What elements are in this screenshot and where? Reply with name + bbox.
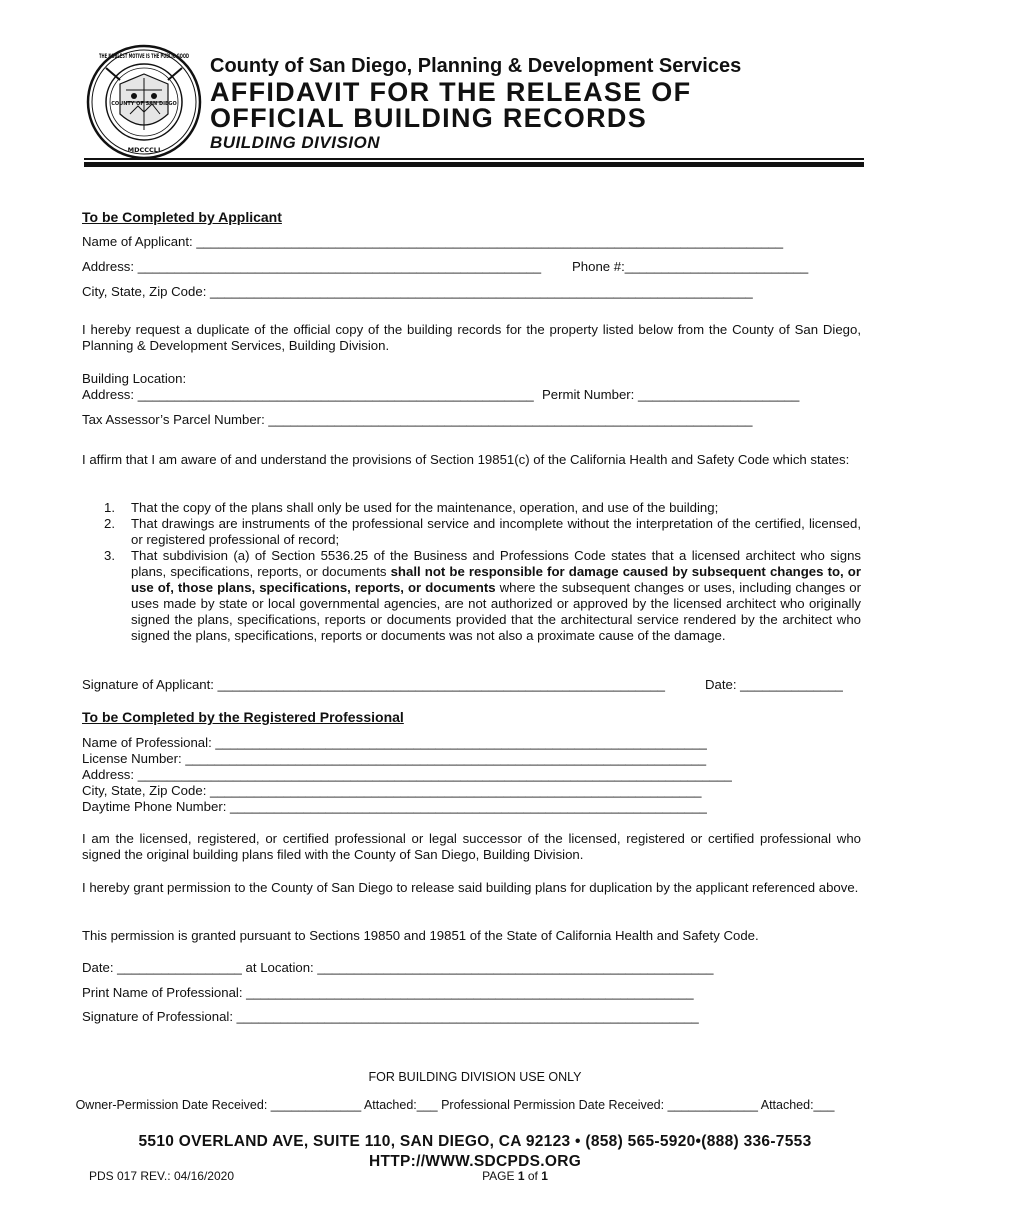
professional-section-heading: To be Completed by the Registered Professional xyxy=(82,709,404,725)
applicant-signature-field[interactable]: Signature of Applicant: _____________________________________________________________ xyxy=(82,677,666,692)
county-seal-logo xyxy=(86,44,202,160)
list-item-text-pre: That subdivision (a) of Section 5536.25 of the Business and Professions Code states that a licensed architect who signs plans, specifications, reports, or documents xyxy=(131,548,861,579)
applicant-date-field[interactable]: Date: ______________ xyxy=(705,677,843,692)
pursuant-statement: This permission is granted pursuant to Sections 19850 and 19851 of the State of California Health and Safety Code. xyxy=(82,928,759,943)
form-title-line-1: AFFIDAVIT FOR THE RELEASE OF xyxy=(210,77,692,107)
form-title-line-2: OFFICIAL BUILDING RECORDS xyxy=(210,103,647,133)
seal-year: MDCCCLI xyxy=(127,146,161,154)
applicant-phone-field[interactable]: Phone #:_________________________ xyxy=(572,259,809,274)
parcel-number-field[interactable]: Tax Assessor’s Parcel Number: __________________________________________________________________ xyxy=(82,412,753,427)
professional-signature-field[interactable]: Signature of Professional: _______________________________________________________________ xyxy=(82,1009,699,1024)
permission-statement: I hereby grant permission to the County of San Diego to release said building plans for duplication by the applicant referenced above. xyxy=(82,880,859,895)
header-divider-thick xyxy=(84,162,864,167)
permit-number-field[interactable]: Permit Number: ______________________ xyxy=(542,387,800,402)
list-item xyxy=(104,548,861,644)
applicant-name-field[interactable]: Name of Applicant: ________________________________________________________________________________ xyxy=(82,234,784,249)
building-address-field[interactable]: Address: ______________________________________________________ xyxy=(82,387,534,402)
professional-statement: I am the licensed, registered, or certified professional or legal successor of the licensed, registered or certified professional who signed the original building plans filed with the County of San Diego, Building Division. xyxy=(82,831,861,862)
header-divider-thin xyxy=(84,158,864,160)
footer-address: 5510 OVERLAND AVE, SUITE 110, SAN DIEGO, CA 92123 • (858) 565-5920•(888) 336-7553 xyxy=(138,1133,812,1150)
date-location-field[interactable]: Date: _________________ at Location: ______________________________________________________ xyxy=(82,960,714,975)
footer-website[interactable]: HTTP://WWW.SDCPDS.ORG xyxy=(368,1153,582,1170)
applicant-address-field[interactable]: Address: _______________________________________________________ xyxy=(82,259,542,274)
division-name: BUILDING DIVISION xyxy=(210,133,381,152)
page-current: 1 xyxy=(517,1169,525,1183)
list-item-text-post: where the subsequent changes or uses, including changes or uses made by state or local governmental agencies, are not authorized or approved by the licensed architect who originally signed the plans, specifications, reports or documents provided that the architectural service rendered by the architect who signed the plans, specifications, reports or documents was not also a proximate cause of the damage. xyxy=(131,580,862,643)
list-item-text: That the copy of the plans shall only be used for the maintenance, operation, and use of the building; xyxy=(131,500,719,515)
list-item-number: 1. xyxy=(104,500,115,515)
list-item xyxy=(104,516,861,548)
professional-address-field[interactable]: Address: _________________________________________________________________________________ xyxy=(82,767,732,782)
page-of: of xyxy=(524,1169,542,1183)
list-item-text-bold: shall not be responsible for damage caused by subsequent changes to, or use of, those plans, specifications, reports, or documents xyxy=(131,564,861,595)
page-label: PAGE xyxy=(482,1169,518,1183)
applicant-section-heading: To be Completed by Applicant xyxy=(82,209,282,225)
request-statement: I hereby request a duplicate of the official copy of the building records for the property listed below from the County of San Diego, Planning & Development Services, Building Division. xyxy=(82,322,861,353)
list-item-text: That drawings are instruments of the professional service and incomplete without the interpretation of the certified, licensed, or registered professional of record; xyxy=(131,516,861,547)
license-number-field[interactable]: License Number: _______________________________________________________________________ xyxy=(82,751,707,766)
agency-name: County of San Diego, Planning & Development Services xyxy=(210,55,742,77)
professional-name-field[interactable]: Name of Professional: ___________________________________________________________________ xyxy=(82,735,707,750)
page-number xyxy=(0,1169,1030,1183)
affirm-statement: I affirm that I am aware of and understand the provisions of Section 19851(c) of the California Health and Safety Code which states: xyxy=(82,452,850,467)
daytime-phone-field[interactable]: Daytime Phone Number: _________________________________________________________________ xyxy=(82,799,707,814)
list-item-number: 3. xyxy=(104,548,115,563)
office-use-fields[interactable]: Owner-Permission Date Received: _____________ Attached:___ Professional Permission Date Received: _____________ Attached:___ xyxy=(75,1098,835,1112)
print-name-field[interactable]: Print Name of Professional: _____________________________________________________________ xyxy=(82,985,694,1000)
seal-county: COUNTY OF SAN DIEGO xyxy=(111,101,177,107)
provisions-list xyxy=(104,500,861,644)
form-id: PDS 017 REV.: 04/16/2020 xyxy=(89,1169,234,1183)
office-use-heading: FOR BUILDING DIVISION USE ONLY xyxy=(368,1070,582,1084)
list-item xyxy=(104,500,861,516)
list-item-number: 2. xyxy=(104,516,115,531)
professional-city-field[interactable]: City, State, Zip Code: ___________________________________________________________________ xyxy=(82,783,702,798)
form-title xyxy=(210,79,691,131)
seal-motto: THE NOBLEST MOTIVE IS THE PUBLIC GOOD xyxy=(99,52,190,60)
applicant-city-field[interactable]: City, State, Zip Code: __________________________________________________________________________ xyxy=(82,284,753,299)
building-location-label: Building Location: xyxy=(82,371,187,386)
page-total: 1 xyxy=(541,1169,548,1183)
